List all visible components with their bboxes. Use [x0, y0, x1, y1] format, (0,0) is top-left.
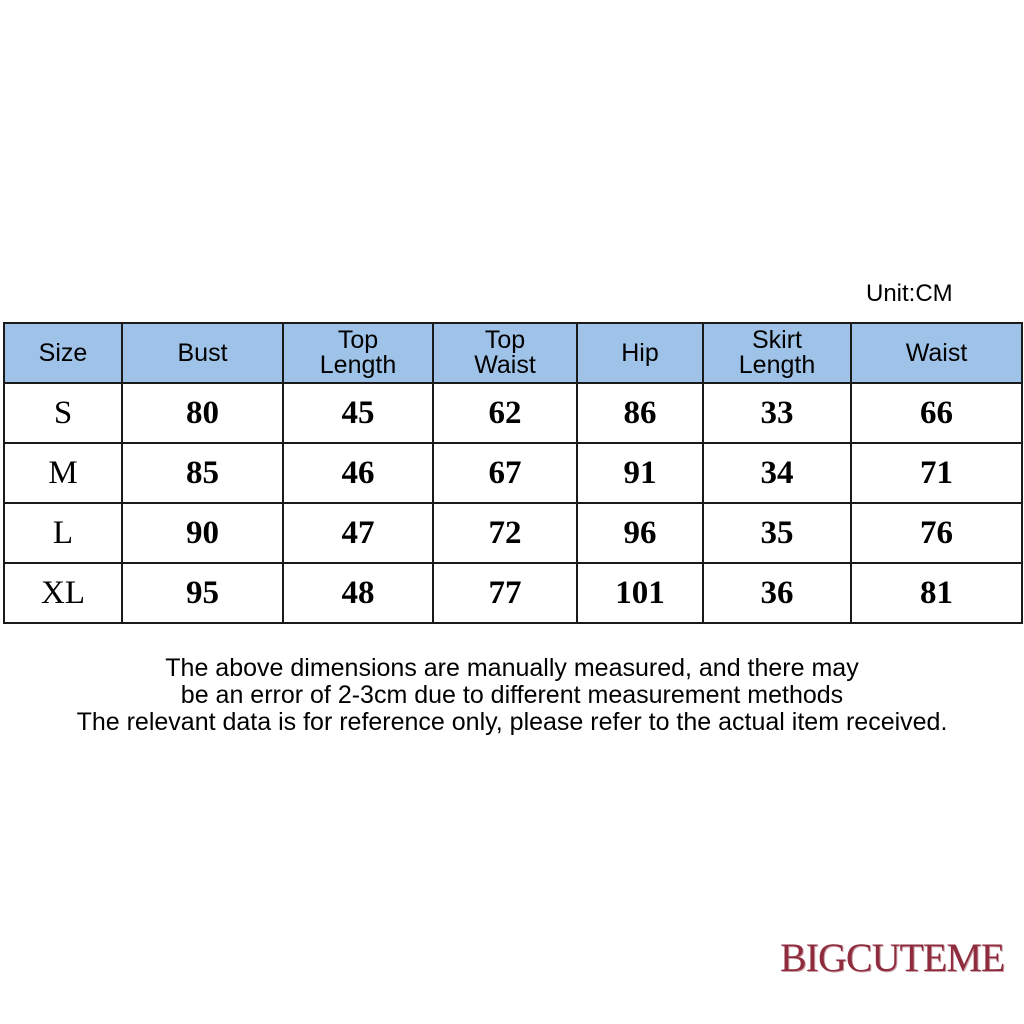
table-row	[4, 563, 1022, 623]
skirt-length-cell: 36	[703, 563, 851, 623]
top-length-cell: 45	[283, 383, 433, 443]
header-top-length	[283, 323, 433, 383]
top-length-cell: 48	[283, 563, 433, 623]
header-waist-label: Waist	[905, 338, 968, 367]
header-bust	[122, 323, 283, 383]
header-skirt-length-line1: Skirt	[752, 326, 802, 354]
note-line-1: The above dimensions are manually measured, and there may	[165, 654, 859, 682]
waist-cell: 66	[851, 383, 1022, 443]
table-row	[4, 443, 1022, 503]
table-row	[4, 503, 1022, 563]
header-hip-label: Hip	[621, 338, 659, 367]
waist-cell: 81	[851, 563, 1022, 623]
size-cell: L	[4, 503, 122, 563]
unit-label: Unit:CM	[866, 280, 953, 307]
top-length-cell: 46	[283, 443, 433, 503]
top-waist-cell: 67	[433, 443, 577, 503]
brand-watermark: BIGCUTEME	[780, 935, 1005, 980]
hip-cell: 101	[577, 563, 703, 623]
bust-cell: 85	[122, 443, 283, 503]
header-skirt-length-line2: Length	[738, 351, 816, 379]
header-size-label: Size	[38, 338, 88, 367]
bust-cell: 90	[122, 503, 283, 563]
note-line-3: The relevant data is for reference only, please refer to the actual item received.	[76, 708, 948, 736]
skirt-length-cell: 34	[703, 443, 851, 503]
size-cell: XL	[4, 563, 122, 623]
top-length-cell: 47	[283, 503, 433, 563]
header-bust-label: Bust	[177, 338, 228, 367]
skirt-length-cell: 35	[703, 503, 851, 563]
header-waist	[851, 323, 1022, 383]
bust-cell: 95	[122, 563, 283, 623]
top-waist-cell: 77	[433, 563, 577, 623]
header-row	[4, 323, 1022, 383]
table-row	[4, 383, 1022, 443]
header-top-waist	[433, 323, 577, 383]
header-top-length-line1: Top	[337, 326, 379, 354]
bust-cell: 80	[122, 383, 283, 443]
hip-cell: 96	[577, 503, 703, 563]
size-cell: S	[4, 383, 122, 443]
note-line-2: be an error of 2-3cm due to different measurement methods	[180, 681, 844, 709]
size-cell: M	[4, 443, 122, 503]
top-waist-cell: 72	[433, 503, 577, 563]
header-hip	[577, 323, 703, 383]
header-top-waist-line1: Top	[484, 326, 526, 354]
header-top-length-line2: Length	[319, 351, 397, 379]
skirt-length-cell: 33	[703, 383, 851, 443]
header-size	[4, 323, 122, 383]
waist-cell: 71	[851, 443, 1022, 503]
hip-cell: 91	[577, 443, 703, 503]
hip-cell: 86	[577, 383, 703, 443]
header-skirt-length	[703, 323, 851, 383]
size-table	[3, 322, 1023, 624]
measurement-note	[0, 655, 1024, 736]
top-waist-cell: 62	[433, 383, 577, 443]
waist-cell: 76	[851, 503, 1022, 563]
header-top-waist-line2: Waist	[474, 351, 536, 379]
